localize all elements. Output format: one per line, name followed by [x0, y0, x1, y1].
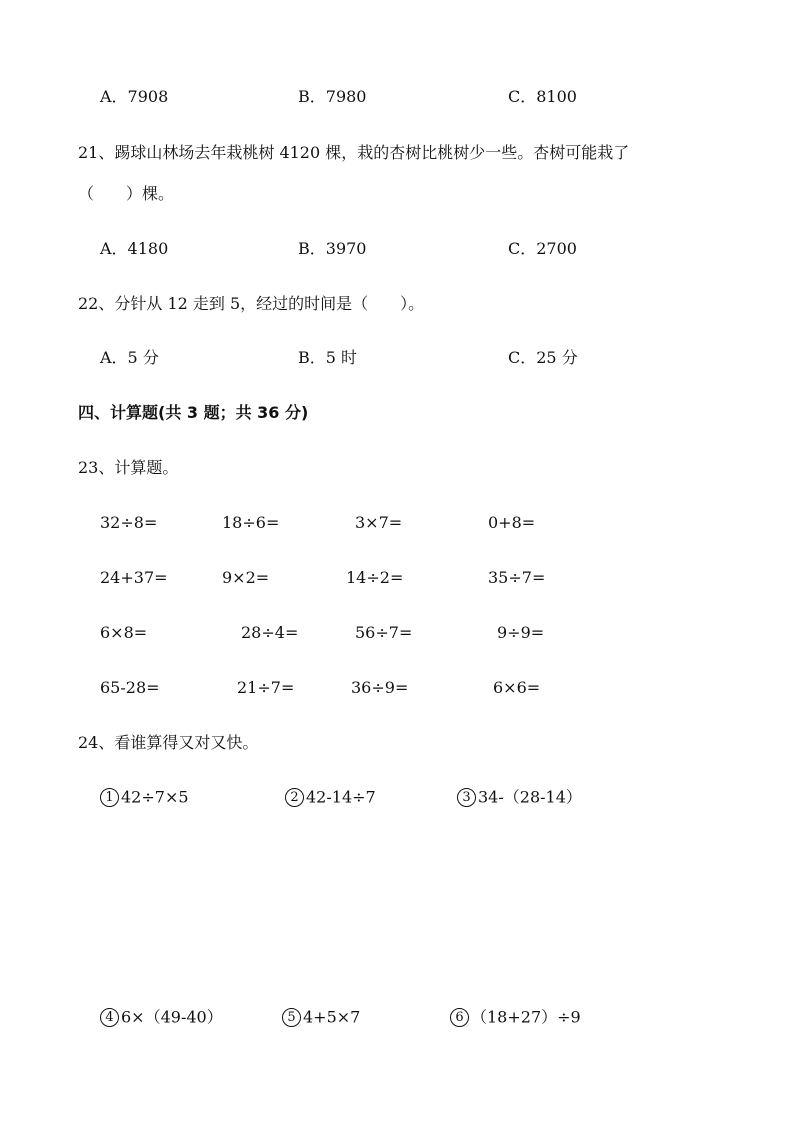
circled-number: 4: [100, 1008, 119, 1027]
q24-expression: （18+27）÷9: [471, 1007, 581, 1027]
q20-option-c: C．8100: [508, 87, 577, 106]
q24-expression: 6×（49-40）: [121, 1007, 223, 1027]
q24-item-6: [450, 1007, 581, 1028]
q24-expression: 34-（28-14）: [478, 787, 582, 807]
q23-problem: 18÷6=: [222, 513, 280, 532]
q23-problem: 14÷2=: [346, 568, 404, 587]
q24-expression: 42÷7×5: [121, 787, 189, 807]
q20-option-a: A．7908: [100, 87, 169, 106]
q23-problem: 32÷8=: [100, 513, 158, 532]
circled-number: 6: [450, 1008, 469, 1027]
q22-text: 22、分针从 12 走到 5，经过的时间是（ ）。: [78, 294, 425, 313]
circled-number: 1: [100, 788, 119, 807]
q23-problem: 9÷9=: [497, 623, 545, 642]
q21-text-line2: （ ）棵。: [78, 184, 175, 203]
q23-problem: 0+8=: [488, 513, 536, 532]
q23-problem: 3×7=: [355, 513, 403, 532]
circled-number: 5: [282, 1008, 301, 1027]
circled-number: 2: [285, 788, 304, 807]
q21-option-a: A．4180: [100, 239, 169, 258]
circled-number: 3: [457, 788, 476, 807]
q21-option-c: C．2700: [508, 239, 577, 258]
q24-item-1: [100, 787, 189, 808]
q23-problem: 24+37=: [100, 568, 168, 587]
q22-option-a: A．5 分: [100, 348, 159, 367]
q23-problem: 6×6=: [493, 678, 541, 697]
q23-problem: 9×2=: [222, 568, 270, 587]
q20-option-b: B．7980: [298, 87, 367, 106]
q24-expression: 4+5×7: [303, 1007, 361, 1027]
q21-text-line1: 21、踢球山林场去年栽桃树 4120 棵，栽的杏树比桃树少一些。杏树可能栽了: [78, 143, 630, 162]
q21-option-b: B．3970: [298, 239, 367, 258]
q23-problem: 36÷9=: [351, 678, 409, 697]
q24-item-2: [285, 787, 376, 808]
q24-item-4: [100, 1007, 223, 1028]
q23-problem: 6×8=: [100, 623, 148, 642]
q24-title: 24、看谁算得又对又快。: [78, 733, 259, 752]
q23-problem: 35÷7=: [488, 568, 546, 587]
q23-title: 23、计算题。: [78, 458, 179, 477]
q23-problem: 65-28=: [100, 678, 160, 697]
q24-expression: 42-14÷7: [306, 787, 376, 807]
q23-problem: 28÷4=: [241, 623, 299, 642]
q22-option-c: C．25 分: [508, 348, 578, 367]
q24-item-5: [282, 1007, 360, 1028]
q23-problem: 56÷7=: [355, 623, 413, 642]
section-heading: 四、计算题(共 3 题；共 36 分): [78, 403, 309, 422]
q23-problem: 21÷7=: [237, 678, 295, 697]
q24-item-3: [457, 787, 582, 808]
q22-option-b: B．5 时: [298, 348, 358, 367]
